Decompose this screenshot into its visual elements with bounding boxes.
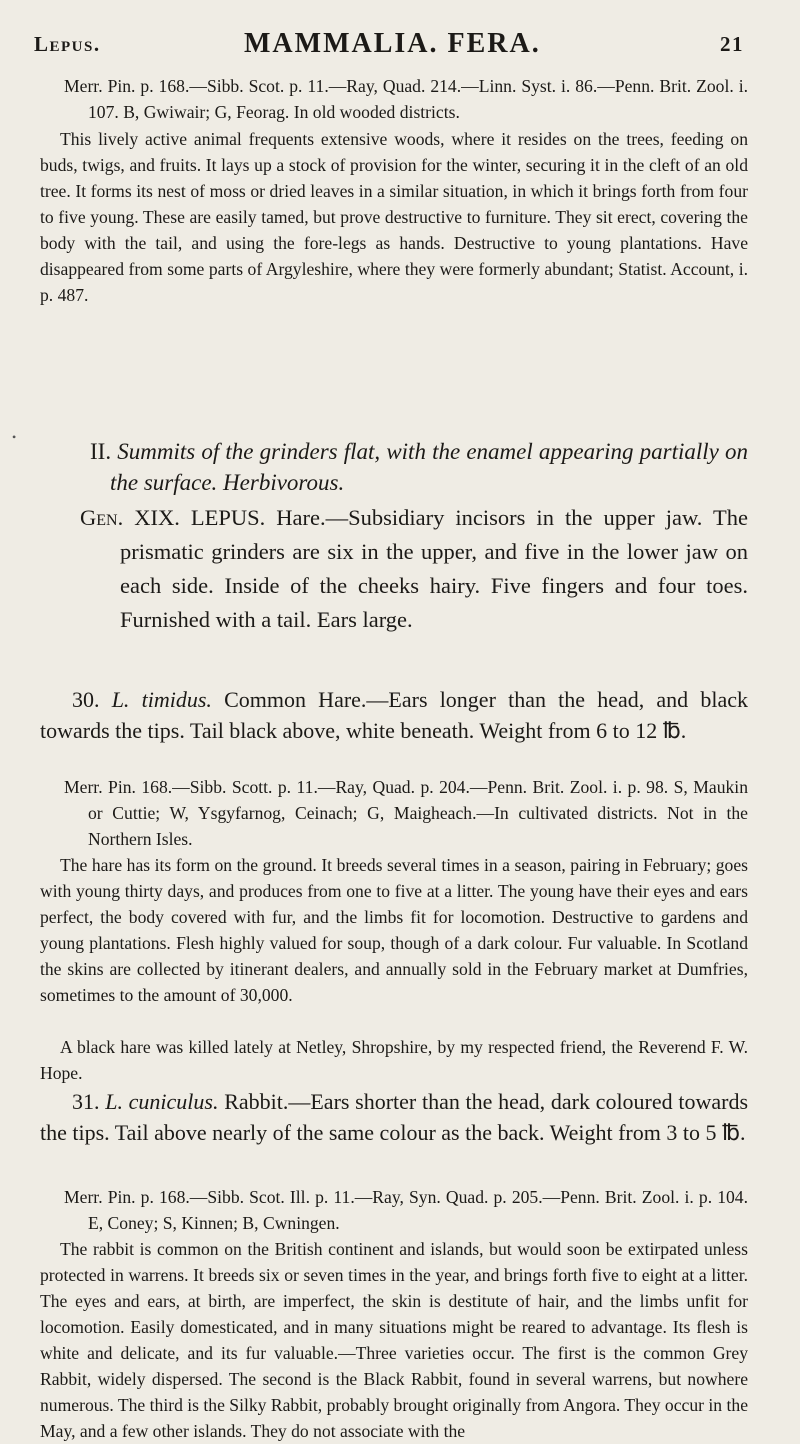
genus-description: Hare.—Subsidiary incisors in the upper jaw. The prismatic grinders are six in the upper, and five in the lower jaw on each side. Inside of the cheeks hairy. Five fingers and four toes. Furnished with a tail. Ears large. [120, 505, 748, 632]
references-rabbit: Merr. Pin. p. 168.—Sibb. Scot. Ill. p. 11.—Ray, Syn. Quad. p. 205.—Penn. Brit. Zool. i. p. 104. E, Coney; S, Kinnen; B, Cwningen. [64, 1187, 748, 1233]
references-squirrel: Merr. Pin. p. 168.—Sibb. Scot. p. 11.—Ray, Quad. 214.—Linn. Syst. i. 86.—Penn. Brit. Zool. i. 107. B, Gwiwair; G, Feorag. In old wooded districts. [64, 76, 748, 122]
species-description: Rabbit.—Ears shorter than the head, dark coloured towards the tips. Tail above nearly of the same colour as the back. Weight from 3 to 5 ℔. [40, 1089, 749, 1145]
section-number: II. [90, 439, 112, 464]
page-number: 21 [720, 32, 744, 56]
species-description: Common Hare.—Ears longer than the head, and black towards the tips. Tail black above, white beneath. Weight from 6 to 12 ℔. [40, 687, 749, 743]
references-hare: Merr. Pin. 168.—Sibb. Scott. p. 11.—Ray, Quad. p. 204.—Penn. Brit. Zool. i. p. 98. S, Maukin or Cuttie; W, Ysgyfarnog, Ceinach; G, Maigheach.—In cultivated districts. Not in the Northern Isles. [64, 777, 748, 849]
header-title: MAMMALIA. FERA. [244, 28, 541, 59]
species-name: L. timidus. [111, 687, 212, 712]
paragraph-rabbit: The rabbit is common on the British continent and islands, but would soon be extirpated unless protected in warrens. It breeds six or seven times in the year, and brings forth five to eight at a litter. The eyes and ears, at birth, are imperfect, the skin is destitute of hair, and the limbs unfit for locomotion. Easily domesticated, and in many situations might be reared to advantage. Its flesh is white and delicate, and its fur valuable.—Three varieties occur. The first is the common Grey Rabbit, widely dispersed. The second is the Black Rabbit, found in several warrens, but nowhere numerous. The third is the Silky Rabbit, probably brought originally from Angora. They occur in the May, and a few other islands. They do not associate with the [40, 1239, 748, 1441]
section-description: Summits of the grinders flat, with the enamel appearing partially on the surface. Herbivorous. [110, 439, 748, 495]
species-31-heading [40, 1086, 748, 1148]
genus-heading [40, 501, 748, 637]
species-number: 31. [72, 1089, 100, 1114]
paragraph-squirrel: This lively active animal frequents extensive woods, where it resides on the trees, feeding on buds, twigs, and fruits. It lays up a stock of provision for the winter, securing it in the cleft of an old tree. It forms its nest of moss or dried leaves in a similar situation, in which it brings forth from four to five young. These are easily tamed, but prove destructive to furniture. They sit erect, covering the body with the tail, and using the fore-legs as hands. Destructive to young plantations. Have disappeared from some parts of Argyleshire, where they were formerly abundant; Statist. Account, i. p. 487. [40, 129, 748, 305]
header-genus: Lepus. [34, 32, 101, 56]
genus-label: Gen. XIX. LEPUS. [80, 505, 266, 530]
species-name: L. cuniculus. [105, 1089, 219, 1114]
paragraph-black-hare: A black hare was killed lately at Netley, Shropshire, by my respected friend, the Reverend F. W. Hope. [40, 1037, 748, 1083]
paragraph-hare: The hare has its form on the ground. It breeds several times in a season, pairing in February; goes with young thirty days, and produces from one to five at a litter. The young have their eyes and ears perfect, the body covered with fur, and the limbs fit for locomotion. Destructive to gardens and young plantations. Flesh highly valued for soup, though of a dark colour. Fur valuable. In Scotland the skins are collected by itinerant dealers, and annually sold in the February market at Dumfries, sometimes to the amount of 30,000. [40, 855, 748, 1005]
section-heading-ii [50, 436, 748, 498]
species-30-heading [40, 684, 748, 746]
margin-mark: • [12, 430, 17, 444]
running-header [34, 28, 744, 64]
species-number: 30. [72, 687, 100, 712]
